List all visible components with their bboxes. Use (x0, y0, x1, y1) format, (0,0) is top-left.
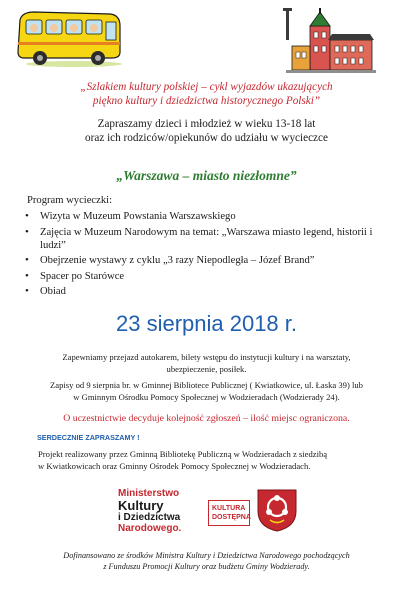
project-line1: Projekt realizowany przez Gminną Bibliotekę Publiczną w Wodzieradach z siedzibą (38, 449, 328, 459)
event-date: 23 sierpnia 2018 r. (115, 311, 298, 336)
ministry-logo-line2: Kultury (118, 498, 164, 513)
series-title-line1: „Szlakiem kultury polskiej – cykl wyjazdów ukazujących (80, 81, 333, 93)
series-title-line2: piękno kultury i dziedzictwa historycznego Polski” (92, 95, 321, 107)
program-item: • Zajęcia w Muzeum Narodowym na temat: „Warszawa miasto legend, historii i ludzi” (23, 226, 393, 252)
invitation-line2: oraz ich rodziców/opiekunów do udziału w wycieczce (85, 132, 328, 144)
invitation-text (20, 117, 393, 145)
program-heading: Program wycieczki: (27, 195, 113, 206)
funding-line2: z Funduszu Promocji Kultury oraz budżetu Gminy Wodzierady. (103, 562, 310, 572)
castle-icon (283, 8, 376, 73)
program-item: • Wizyta w Muzeum Powstania Warszawskiego (23, 210, 393, 223)
bus-icon (18, 12, 122, 67)
kultura-logo-line1: KULTURA (212, 505, 246, 512)
kultura-dostepna-logo (208, 500, 250, 526)
ministry-logo (118, 488, 206, 534)
project-info (38, 449, 388, 472)
program-item: • Obiad (23, 285, 393, 298)
ministry-logo-line4: Narodowego. (118, 523, 182, 534)
registration-line1: Zapisy od 9 sierpnia br. w Gminnej Bibliotece Publicznej ( Kwiatkowice, ul. Łaska 39) lub (50, 380, 363, 390)
funding-line1: Dofinansowano ze środków Ministra Kultury i Dziedzictwa Narodowego pochodzących (63, 551, 350, 560)
transport-info (50, 352, 363, 375)
ministry-logo-line3: i Dziedzictwa (118, 512, 181, 523)
capacity-note: O uczestnictwie decyduje kolejność zgłoszeń – ilość miejsc ograniczona. (63, 413, 350, 424)
program-list (23, 210, 393, 301)
transport-line2: ubezpieczenie, posiłek. (166, 363, 247, 374)
program-item: • Obejrzenie wystawy z cyklu „3 razy Niepodległa – Józef Brand” (23, 254, 393, 267)
program-item: • Spacer po Starówce (23, 270, 393, 283)
transport-line1: Zapewniamy przejazd autokarem, bilety wstępu do instytucji kultury i na warsztaty, (62, 352, 351, 362)
registration-info (40, 380, 373, 403)
invitation-line1: Zapraszamy dzieci i młodzież w wieku 13-18 lat (97, 118, 316, 130)
series-title (30, 80, 383, 108)
welcome-text: SERDECZNIE ZAPRASZAMY ! (37, 433, 140, 442)
warsaw-castle-illustration (280, 6, 378, 76)
trip-title: „Warszawa – miasto niezłomne” (116, 168, 297, 183)
ministry-logo-line1: Ministerstwo (118, 488, 180, 499)
kultura-logo-line2: DOSTĘPNA (212, 514, 251, 521)
project-line2: w Kwiatkowicach oraz Gminny Ośrodek Pomocy Społecznej w Wodzieradach. (38, 460, 311, 471)
funding-note (25, 550, 388, 573)
coat-of-arms-icon (255, 487, 299, 533)
school-bus-illustration (14, 8, 124, 70)
registration-line2: w Gminnym Ośrodku Pomocy Społecznej w Wodzieradach (Wodzierady 24). (73, 391, 340, 402)
